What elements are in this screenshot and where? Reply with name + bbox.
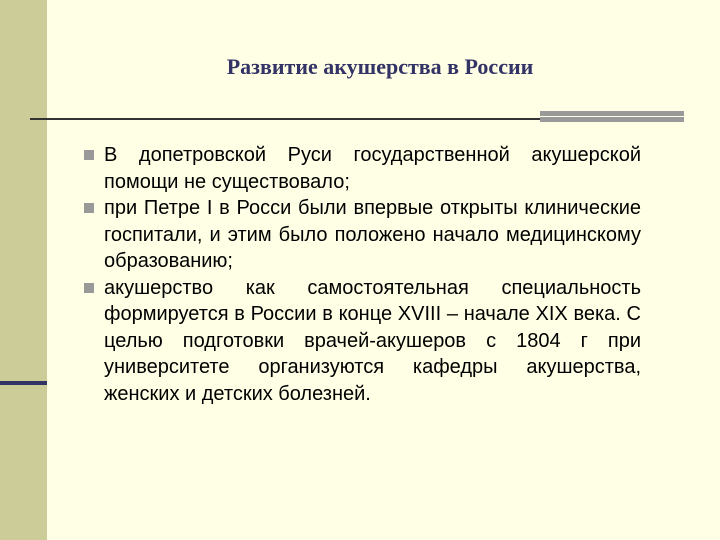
title-divider-accent-bottom <box>540 117 684 122</box>
slide-title: Развитие акушерства в России <box>226 54 534 79</box>
left-decorative-band <box>0 0 47 540</box>
bullet-item <box>84 195 641 275</box>
square-bullet-icon <box>84 203 94 213</box>
title-divider-line <box>30 118 540 120</box>
left-band-accent-line <box>0 381 47 385</box>
bullet-text: при Петре I в Росси были впервые открыты клинические госпитали, и этим было положено начало медицинскому образованию; <box>104 197 641 272</box>
bullet-list <box>84 142 641 407</box>
bullet-item <box>84 275 641 408</box>
square-bullet-icon <box>84 150 94 160</box>
title-divider-accent-top <box>540 111 684 116</box>
bullet-text: В допетровской Руси государственной акушерской помощи не существовало; <box>104 144 641 193</box>
square-bullet-icon <box>84 283 94 293</box>
bullet-item <box>84 142 641 195</box>
bullet-text: акушерство как самостоятельная специальность формируется в России в конце XVIII – начале XIX века. С целью подготовки врачей-акушеров с 1804 г при университете организуются кафедры акушерства, женских и детских болезней. <box>104 276 641 405</box>
